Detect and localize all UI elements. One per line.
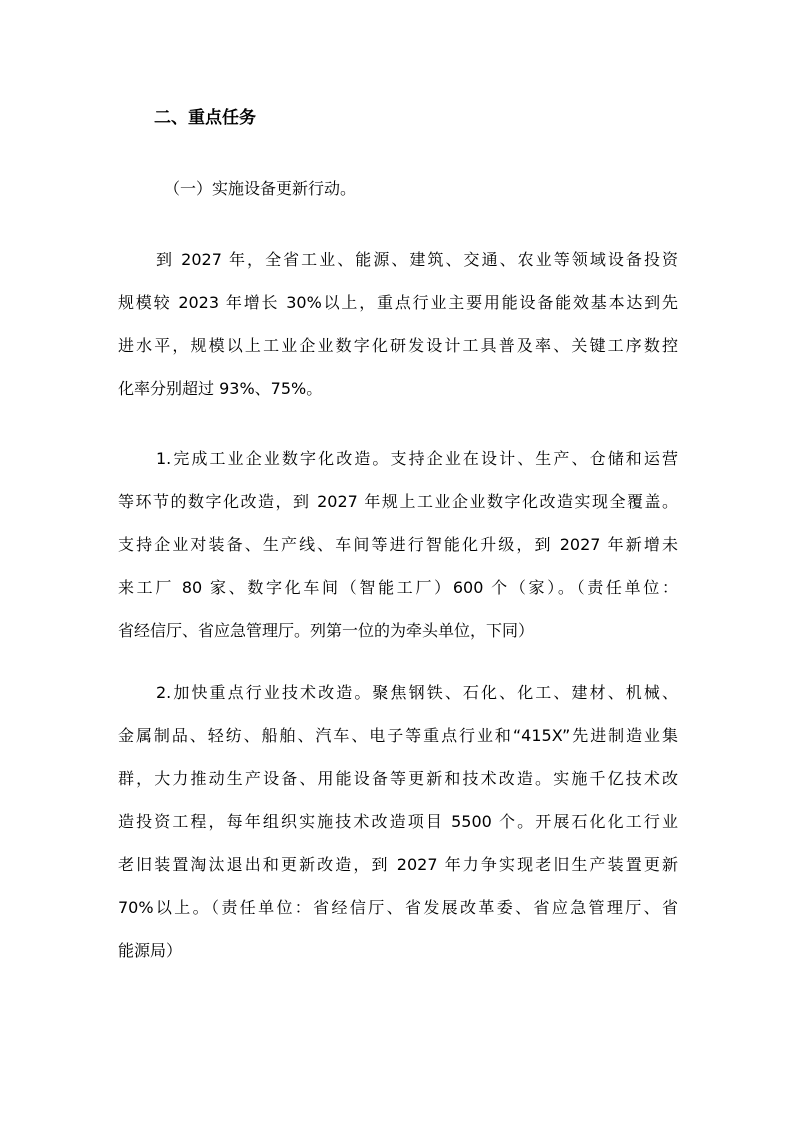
paragraph-line: 进水平，规模以上工业企业数字化研发设计工具普及率、关键工序数控: [118, 336, 678, 355]
paragraph-line: 化率分别超过 93%、75%。: [118, 379, 323, 398]
paragraph-line: 2.加快重点行业技术改造。聚焦钢铁、石化、化工、建材、机械、: [156, 683, 678, 702]
paragraph-line: 金属制品、轻纺、船舶、汽车、电子等重点行业和“415X”先进制造业集: [118, 726, 678, 745]
paragraph-technical-renovation: [118, 671, 678, 972]
paragraph-line: 能源局）: [118, 941, 183, 960]
paragraph-line: 省经信厅、省应急管理厅。列第一位的为牵头单位，下同）: [118, 621, 535, 640]
paragraph-line: 到 2027 年，全省工业、能源、建筑、交通、农业等领域设备投资: [156, 250, 678, 269]
paragraph-line: 群，大力推动生产设备、用能设备等更新和技术改造。实施千亿技术改: [118, 769, 678, 788]
subsection-heading: （一）实施设备更新行动。: [164, 179, 357, 198]
paragraph-line: 老旧装置淘汰退出和更新改造，到 2027 年力争实现老旧生产装置更新: [118, 855, 678, 874]
paragraph-line: 等环节的数字化改造，到 2027 年规上工业企业数字化改造实现全覆盖。: [118, 492, 678, 511]
paragraph-line: 1.完成工业企业数字化改造。支持企业在设计、生产、仓储和运营: [156, 449, 678, 468]
paragraph-line: 70%以上。（责任单位：省经信厅、省发展改革委、省应急管理厅、省: [118, 898, 678, 917]
paragraph-overview: [118, 238, 678, 410]
paragraph-line: 来工厂 80 家、数字化车间（智能工厂）600 个（家）。（责任单位：: [118, 578, 678, 597]
paragraph-line: 规模较 2023 年增长 30%以上，重点行业主要用能设备能效基本达到先: [118, 293, 678, 312]
paragraph-digital-transformation: [118, 437, 678, 652]
section-heading: 二、重点任务: [154, 108, 256, 128]
paragraph-line: 造投资工程，每年组织实施技术改造项目 5500 个。开展石化化工行业: [118, 812, 678, 831]
paragraph-line: 支持企业对装备、生产线、车间等进行智能化升级，到 2027 年新增未: [118, 535, 678, 554]
